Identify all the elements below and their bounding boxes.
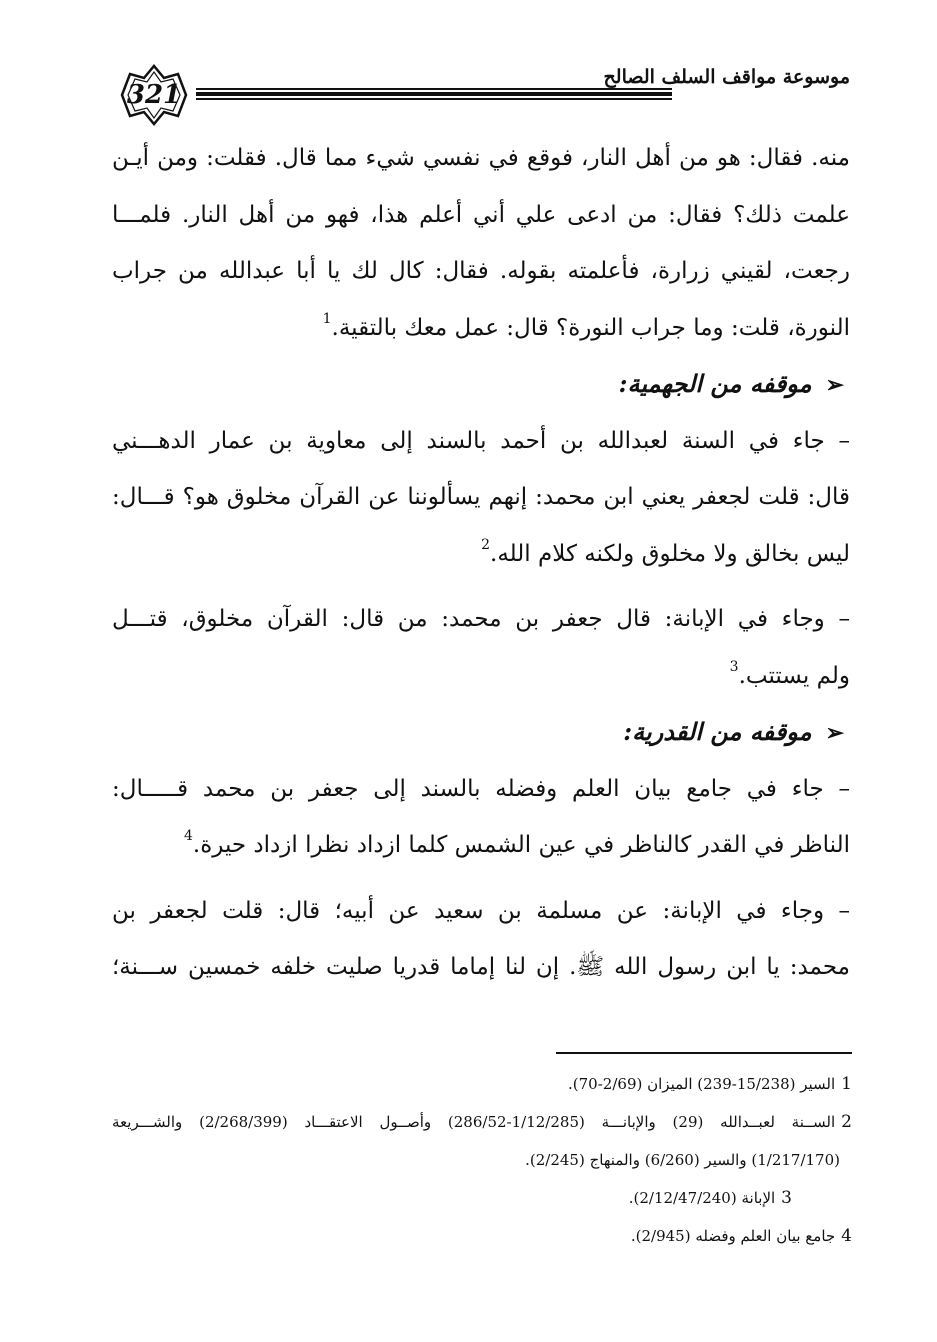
footnote-ref: 4 (183, 828, 193, 844)
text-line: قال: قلت لجعفر يعني ابن محمد: إنهم يسألوننا عن القرآن مخلوق هو؟ قـــال: (112, 484, 850, 510)
arrow-bullet-icon: ➢ (825, 720, 844, 746)
footnote: 2الســنة لعبــدالله (29) والإبانـــة (1/12/285-286/52) وأصــول الاعتقـــاد (2/268/399) والشـــريعة (112, 1112, 852, 1132)
text-line: رجعت، لقيني زرارة، فأعلمته بقوله. فقال: كال لك يا أبا عبدالله من جراب (112, 258, 850, 284)
text-line: – وجاء في الإبانة: قال جعفر بن محمد: من قال: القرآن مخلوق، قتـــل (112, 606, 850, 632)
text-line: النورة، قلت: وما جراب النورة؟ قال: عمل معك بالتقية.$^1$ (322, 310, 850, 341)
book-title: موسوعة مواقف السلف الصالح (603, 66, 850, 88)
text-line: منه. فقال: هو من أهل النار، فوقع في نفسي شيء مما قال. فقلت: ومن أيـن (112, 145, 850, 171)
text-line: الناظر في القدر كالناظر في عين الشمس كلما ازداد نظرا ازداد حيرة.$^4$ (183, 828, 850, 858)
header-rule (196, 88, 672, 100)
section-heading-jahmiyya: ➢موقفه من الجهمية: (112, 356, 850, 413)
footnote-continuation: (1/217/170) والسير (6/260) والمنهاج (2/245). (525, 1151, 840, 1169)
section-heading-qadariyya: ➢موقفه من القدرية: (112, 704, 850, 761)
footnote-ref: 3 (729, 658, 739, 675)
text-line: – وجاء في الإبانة: عن مسلمة بن سعيد عن أبيه؛ قال: قلت لجعفر بن (112, 897, 850, 924)
footnote-separator (556, 1052, 852, 1054)
text-line: ليس بخالق ولا مخلوق ولكنه كلام الله.$^2$ (481, 536, 850, 567)
footnotes (112, 1066, 852, 1256)
page-number-badge (108, 62, 200, 128)
arrow-bullet-icon: ➢ (825, 372, 844, 398)
text-line: ولم يستتب.$^3$ (729, 658, 850, 689)
text-line: علمت ذلك؟ فقال: من ادعى علي أني أعلم هذا، فهو من أهل النار. فلمـــا (112, 201, 850, 228)
text-line: محمد: يا ابن رسول الله ﷺ. إن لنا إماما قدريا صليت خلفه خمسين ســـنة؛ (112, 954, 850, 980)
footnote-ref: 2 (481, 536, 491, 553)
footnote: 4جامع بيان العلم وفضله (2/945). (630, 1226, 852, 1246)
page-header (108, 62, 850, 128)
footnote: 1السير (15/238-239) الميزان (2/69-70). (568, 1074, 852, 1094)
footnote-ref: 1 (322, 310, 332, 327)
text-line: – جاء في جامع بيان العلم وفضله بالسند إلى جعفر بن محمد قـــــال: (112, 775, 850, 802)
main-text (112, 130, 850, 996)
page-number: 321 (126, 80, 182, 110)
text-line: – جاء في السنة لعبدالله بن أحمد بالسند إلى معاوية بن عمار الدهـــني (112, 427, 850, 454)
footnote: 3الإبانة (2/12/47/240). (628, 1188, 792, 1208)
